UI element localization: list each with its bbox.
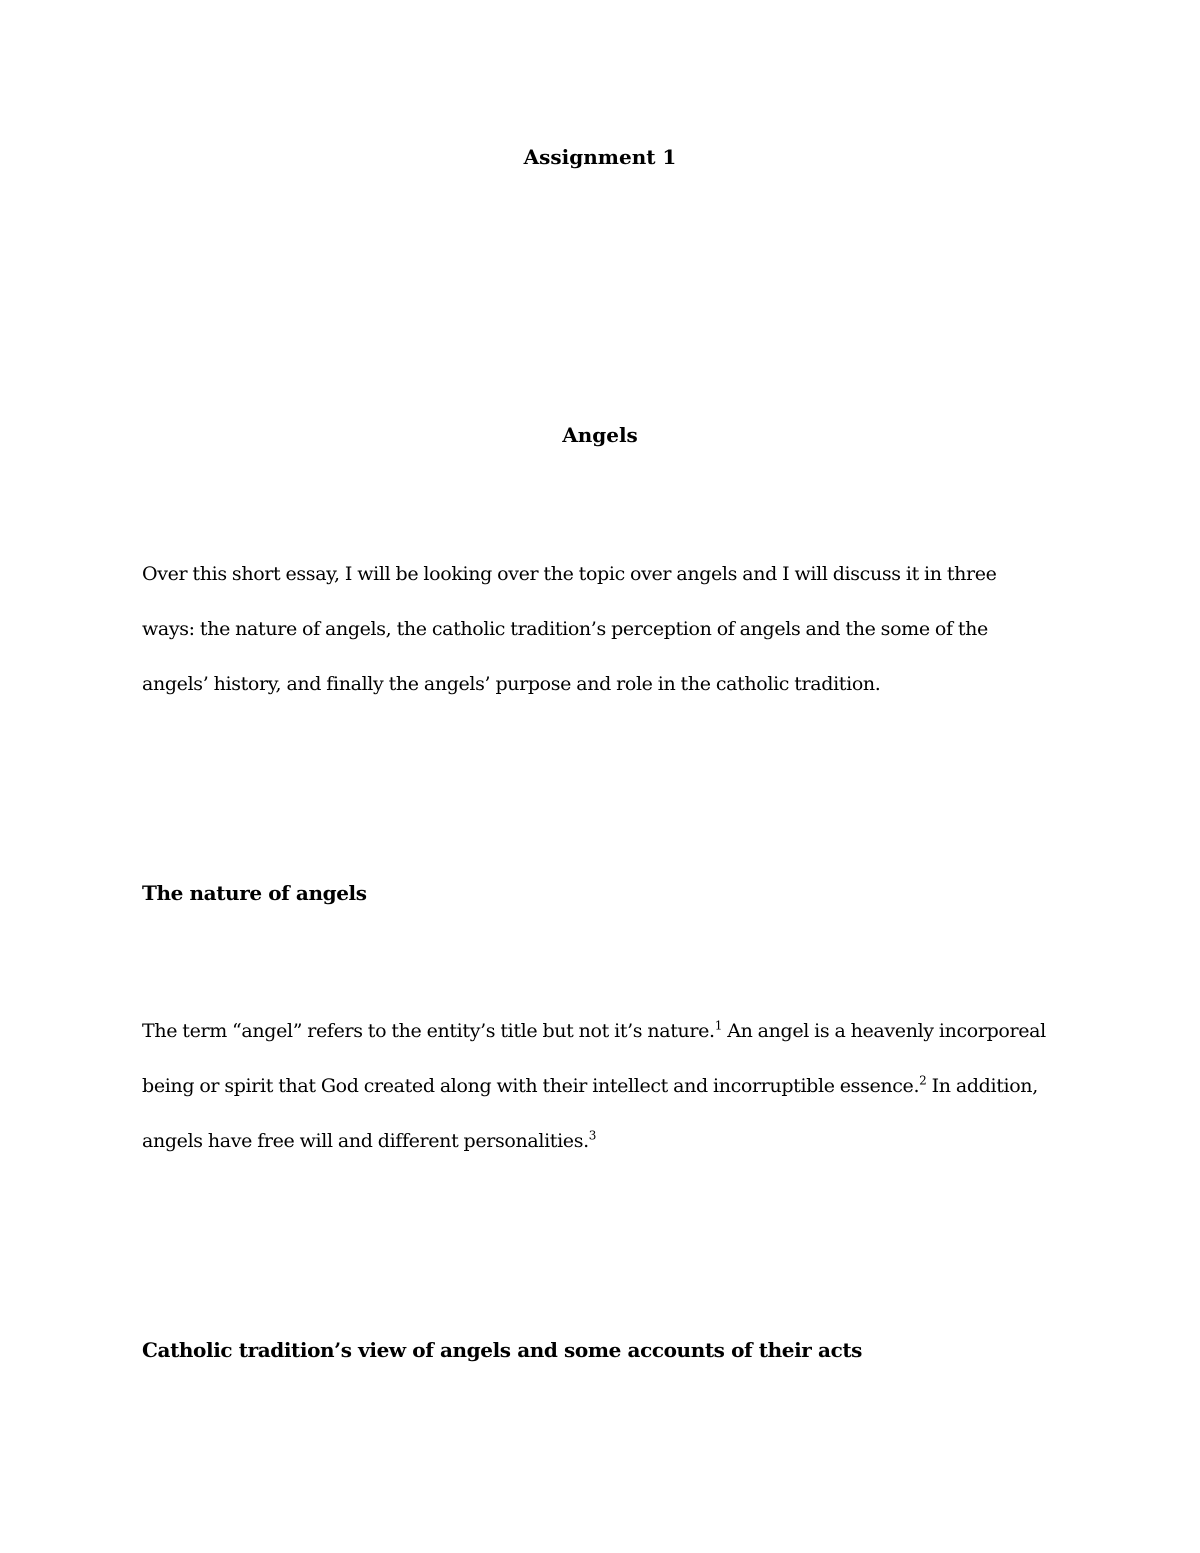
paragraph-line — [142, 1004, 1072, 1059]
line-text: The term “angel” refers to the entity’s title but not it’s nature. — [142, 1020, 715, 1042]
nature-paragraph — [142, 1004, 1072, 1169]
section-heading-nature-of-angels: The nature of angels — [142, 881, 367, 905]
line-text: angels have free will and different personalities. — [142, 1130, 589, 1152]
line-text: In addition, — [926, 1075, 1038, 1097]
document-subtitle: Angels — [562, 423, 638, 447]
paragraph-line: angels’ history, and finally the angels’ purpose and role in the catholic tradition. — [142, 673, 881, 695]
paragraph-line: Over this short essay, I will be looking over the topic over angels and I will discuss it in three — [142, 563, 997, 585]
paragraph-line — [142, 1059, 1072, 1114]
footnote-marker-3[interactable]: 3 — [588, 1128, 597, 1143]
line-text: being or spirit that God created along with their intellect and incorruptible essence. — [142, 1075, 920, 1097]
paragraph-line: ways: the nature of angels, the catholic tradition’s perception of angels and the some of the — [142, 618, 988, 640]
footnote-marker-2[interactable]: 2 — [919, 1073, 927, 1088]
footnote-marker-1[interactable]: 1 — [714, 1018, 723, 1033]
intro-paragraph — [142, 547, 1072, 712]
line-text: An angel is a heavenly incorporeal — [722, 1020, 1046, 1042]
paragraph-line — [142, 1114, 1072, 1169]
section-heading-catholic-tradition: Catholic tradition’s view of angels and some accounts of their acts — [142, 1338, 863, 1362]
document-title: Assignment 1 — [523, 145, 677, 169]
